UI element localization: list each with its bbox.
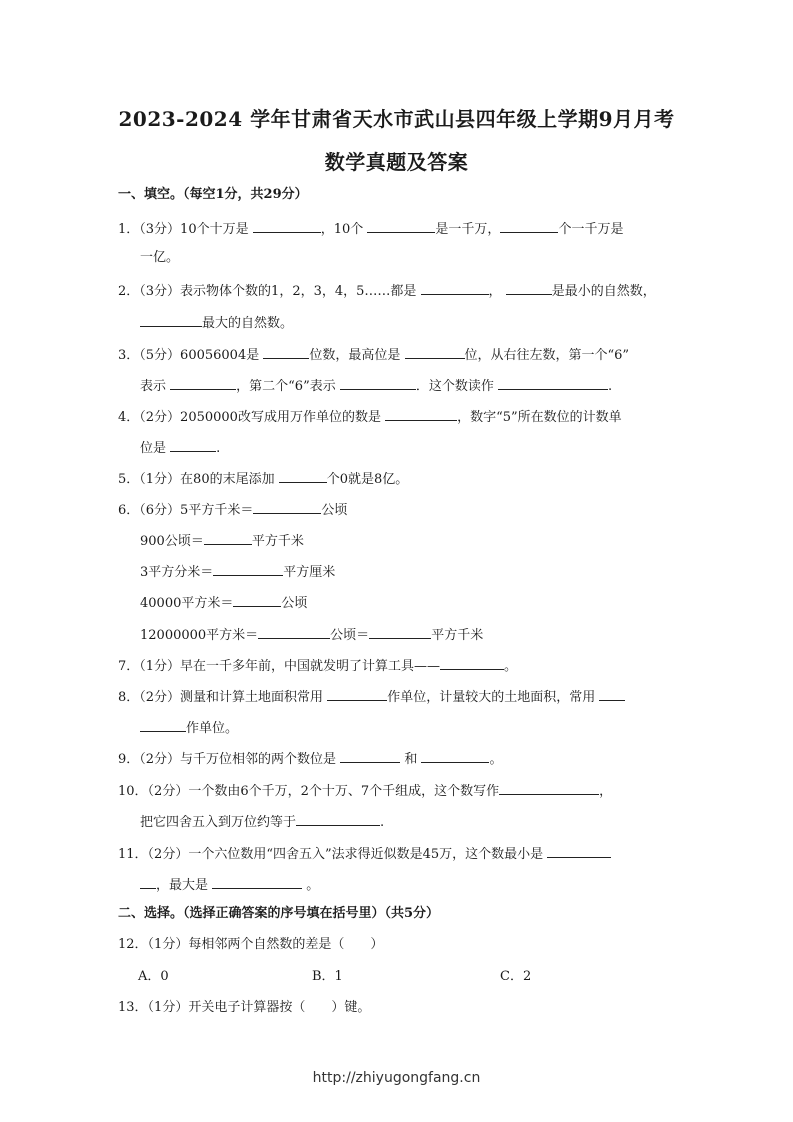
question-10 — [118, 780, 678, 801]
answer-blank[interactable] — [212, 874, 302, 889]
question-2 — [118, 280, 678, 301]
q8-text-b: 作单位，计量较大的土地面积，常用 — [387, 690, 596, 705]
answer-blank[interactable] — [499, 780, 599, 795]
answer-blank[interactable] — [421, 748, 489, 763]
answer-blank[interactable] — [599, 686, 625, 701]
question-4-cont — [140, 437, 700, 458]
answer-blank[interactable] — [340, 375, 416, 390]
q10-text-c: 把它四舍五入到万位约等于 — [140, 815, 297, 830]
answer-blank[interactable] — [258, 624, 330, 639]
q4-text-a: 4．（2分）2050000改写成用万作单位的数是 — [118, 410, 381, 425]
q1-text-c: 是一千万， — [435, 222, 501, 237]
question-12: 12．（1分）每相邻两个自然数的差是（ ） — [118, 937, 384, 952]
q3-text-a: 3．（5分）60056004是 — [118, 348, 260, 363]
question-8 — [118, 686, 678, 707]
q6-text-d: 平方千米 — [251, 534, 304, 549]
section-1-heading: 一、填空。（每空1分，共29分） — [118, 187, 308, 202]
q3-text-d: 表示 — [140, 379, 167, 394]
question-11 — [118, 843, 678, 864]
q2-text-c: 是最小的自然数， — [551, 284, 656, 299]
answer-blank[interactable] — [547, 843, 611, 858]
q10-text-a: 10．（2分）一个数由6个千万，2个十万、7个千组成，这个数写作 — [118, 784, 500, 799]
document-title-line-1: 2023-2024 学年甘肃省天水市武山县四年级上学期9月月考 — [118, 107, 675, 131]
answer-blank[interactable] — [170, 375, 236, 390]
answer-blank[interactable] — [340, 748, 400, 763]
answer-blank[interactable] — [204, 530, 252, 545]
q4-text-d: . — [216, 441, 221, 456]
q6-text-f: 平方厘米 — [283, 565, 336, 580]
q8-text-c: 作单位。 — [186, 721, 239, 736]
q3-text-e: ，第二个“6”表示 — [236, 379, 336, 394]
q3-text-g: . — [608, 379, 613, 394]
answer-blank[interactable] — [421, 280, 489, 295]
q7-text-a: 7．（1分）早在一千多年前，中国就发明了计算工具—— — [118, 659, 441, 674]
answer-blank[interactable] — [233, 592, 281, 607]
q1-text-a: 1．（3分）10个十万是 — [118, 222, 249, 237]
document-title-line-2: 数学真题及答案 — [324, 150, 469, 174]
q3-text-f: ．这个数读作 — [415, 379, 494, 394]
q6-text-j: 公顷＝ — [330, 628, 370, 643]
answer-blank[interactable] — [367, 218, 435, 233]
footer-url[interactable]: http://zhiyugongfang.cn — [312, 1070, 481, 1086]
question-7 — [118, 655, 678, 676]
q11-text-b: ，最大是 — [156, 878, 209, 893]
q9-text-a: 9．（2分）与千万位相邻的两个数位是 — [118, 752, 337, 767]
q6-text-a: 6．（6分）5平方千米＝ — [118, 503, 254, 518]
q5-text-a: 5．（1分）在80的末尾添加 — [118, 472, 275, 487]
answer-blank[interactable] — [140, 312, 202, 327]
answer-blank[interactable] — [253, 499, 321, 514]
question-4 — [118, 406, 678, 427]
question-2-cont — [140, 312, 700, 333]
answer-blank[interactable] — [140, 717, 186, 732]
answer-blank[interactable] — [405, 344, 465, 359]
answer-blank[interactable] — [279, 468, 327, 483]
question-3-cont — [140, 375, 700, 396]
answer-blank[interactable] — [385, 406, 457, 421]
answer-blank[interactable] — [170, 437, 216, 452]
q6-text-g: 40000平方米＝ — [140, 596, 234, 611]
answer-blank[interactable] — [296, 811, 380, 826]
q3-text-c: 位，从右往左数，第一个“6” — [464, 348, 630, 363]
q10-text-b: ， — [599, 784, 613, 799]
q8-text-a: 8．（2分）测量和计算土地面积常用 — [118, 690, 324, 705]
answer-blank[interactable] — [327, 686, 387, 701]
q6-text-i: 12000000平方米＝ — [140, 628, 259, 643]
answer-blank[interactable] — [213, 561, 283, 576]
question-11-cont — [140, 874, 700, 895]
answer-blank[interactable] — [253, 218, 321, 233]
option-a[interactable]: A．0 — [138, 969, 169, 984]
question-13: 13．（1分）开关电子计算器按（ ）键。 — [118, 1000, 371, 1015]
q6-text-h: 公顷 — [281, 596, 308, 611]
answer-blank[interactable] — [440, 655, 504, 670]
option-b[interactable]: B．1 — [312, 969, 343, 984]
question-10-cont — [140, 811, 700, 832]
question-6-line-4 — [140, 592, 700, 613]
q1-text-d: 个一千万是 — [558, 222, 624, 237]
q6-text-e: 3平方分米＝ — [140, 565, 214, 580]
q3-text-b: 位数，最高位是 — [309, 348, 401, 363]
question-8-cont — [140, 717, 700, 738]
q6-text-c: 900公顷＝ — [140, 534, 204, 549]
question-5 — [118, 468, 678, 489]
answer-blank[interactable] — [498, 375, 608, 390]
q2-text-b: ， — [488, 284, 502, 299]
answer-blank[interactable] — [369, 624, 431, 639]
question-6-line-2 — [140, 530, 700, 551]
answer-blank[interactable] — [263, 344, 309, 359]
q10-text-d: . — [380, 815, 385, 830]
question-1-cont: 一亿。 — [140, 250, 180, 265]
q6-text-b: 公顷 — [321, 503, 348, 518]
question-1 — [118, 218, 678, 239]
q9-text-b: 和 — [404, 752, 418, 767]
q4-text-b: ，数字“5”所在数位的计数单 — [457, 410, 622, 425]
option-c[interactable]: C．2 — [500, 969, 532, 984]
q11-text-a: 11．（2分）一个六位数用“四舍五入”法求得近似数是45万，这个数最小是 — [118, 847, 544, 862]
q11-text-c: 。 — [306, 878, 320, 893]
question-6 — [118, 499, 678, 520]
q6-text-k: 平方千米 — [431, 628, 484, 643]
question-9 — [118, 748, 678, 769]
q5-text-b: 个0就是8亿。 — [326, 472, 409, 487]
question-6-line-3 — [140, 561, 700, 582]
q7-text-b: 。 — [504, 659, 518, 674]
question-3 — [118, 344, 678, 365]
answer-blank[interactable] — [506, 280, 552, 295]
q4-text-c: 位是 — [140, 441, 167, 456]
section-2-heading: 二、选择。（选择正确答案的序号填在括号里）（共5分） — [118, 906, 440, 921]
q1-text-b: ，10个 — [320, 222, 364, 237]
answer-blank[interactable] — [140, 874, 156, 889]
q2-text-a: 2．（3分）表示物体个数的1，2，3，4，5……都是 — [118, 284, 417, 299]
q9-text-c: 。 — [489, 752, 503, 767]
answer-blank[interactable] — [500, 218, 558, 233]
question-6-line-5 — [140, 624, 700, 645]
q2-text-d: 最大的自然数。 — [202, 316, 294, 331]
